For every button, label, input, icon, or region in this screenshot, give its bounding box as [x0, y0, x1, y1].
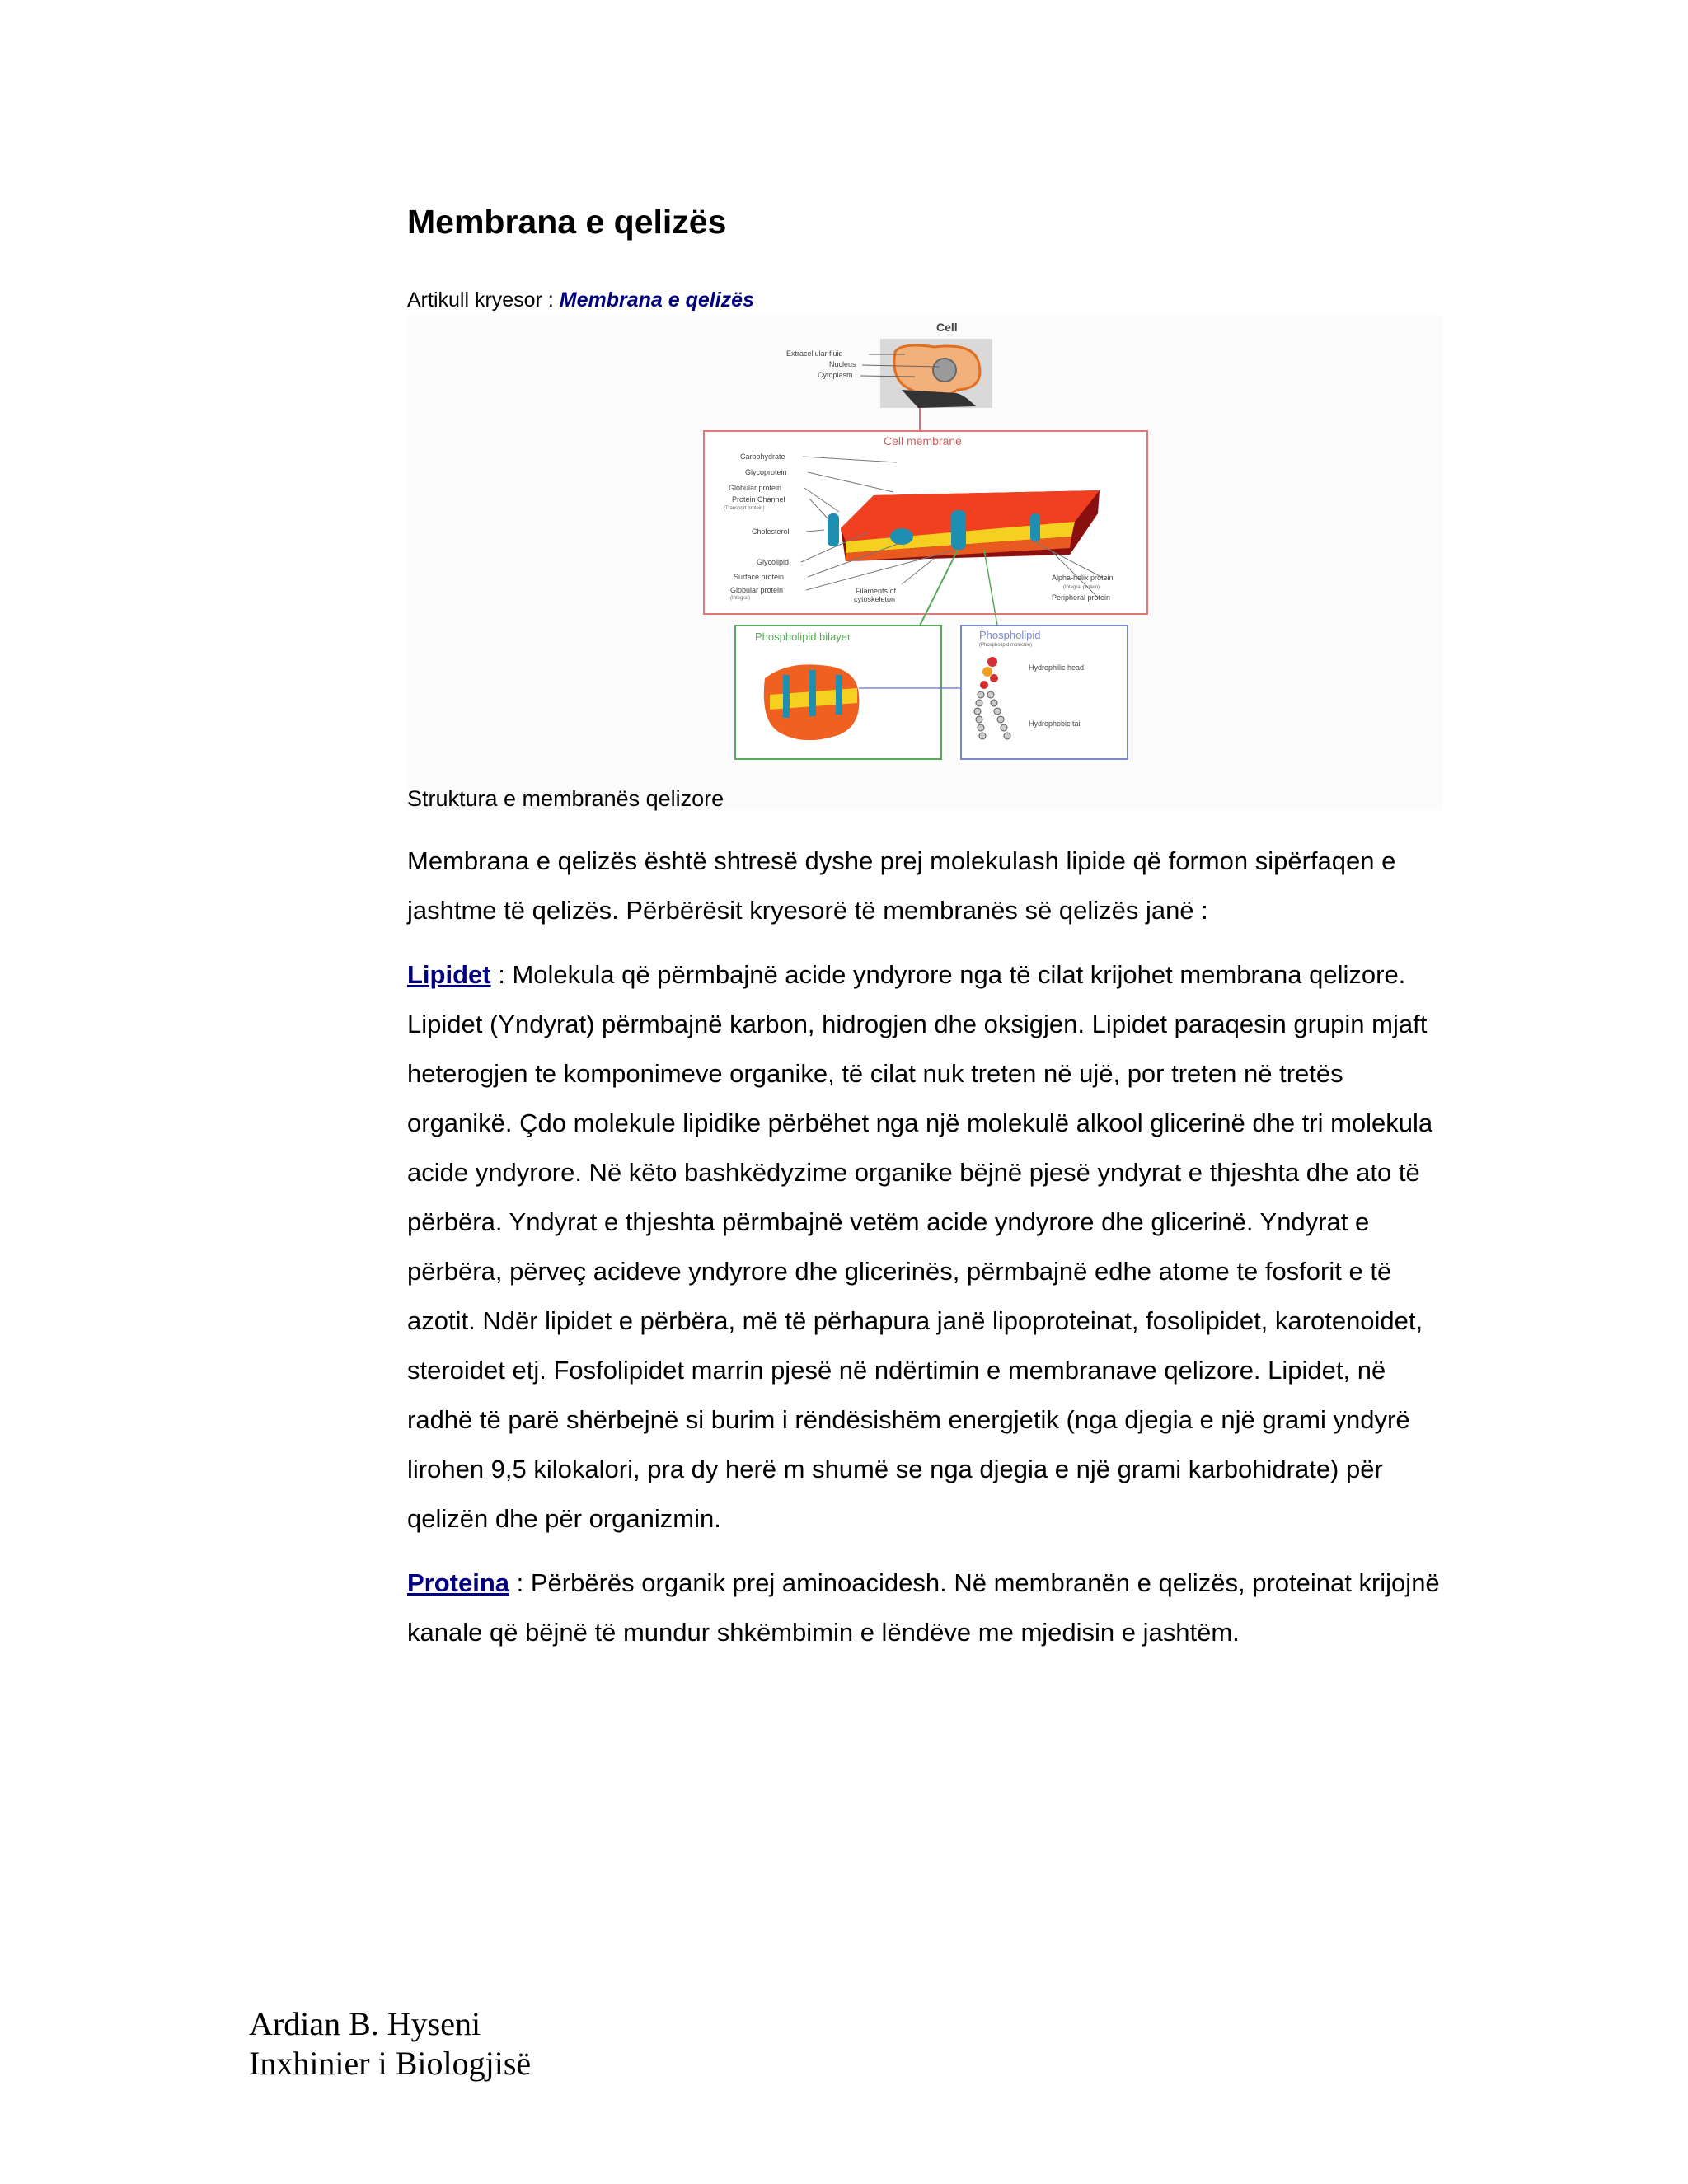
- membrane-label-alpha-helix: Alpha-helix protein: [1052, 574, 1114, 583]
- article-content: [407, 202, 1446, 1657]
- main-article-prefix: Artikull kryesor :: [407, 288, 560, 312]
- membrane-label-globular-integral: Globular protein: [730, 586, 784, 595]
- phospholipid-subtitle: (Phospholipid molecule): [979, 643, 1033, 649]
- membrane-label-glycolipid: Glycolipid: [757, 558, 790, 567]
- protein-channel-right: [1030, 513, 1040, 541]
- phospholipid-label-tail: Hydrophobic tail: [1029, 719, 1082, 729]
- proteina-link[interactable]: Proteina: [407, 1568, 510, 1598]
- membrane-label-surface-protein: Surface protein: [734, 573, 785, 582]
- phospholipid-bilayer-title: Phospholipid bilayer: [755, 630, 851, 644]
- lipidet-link[interactable]: Lipidet: [407, 960, 491, 990]
- cell-label-cytoplasm: Cytoplasm: [818, 371, 853, 380]
- nucleus: [933, 359, 956, 382]
- cell-membrane-diagram: [407, 316, 1442, 810]
- intro-paragraph: Membrana e qelizës është shtresë dyshe prej molekulash lipide që formon sipërfaqen e jashtme të qelizës. Përbërësit kryesorë të membranës së qelizës janë :: [407, 846, 1396, 926]
- main-article-line: [407, 288, 1446, 312]
- cell-membrane-figure: [407, 316, 1442, 810]
- phospholipid-title: Phospholipid: [979, 629, 1041, 642]
- membrane-label-glycoprotein: Glycoprotein: [745, 468, 787, 477]
- cell-label-nucleus: Nucleus: [829, 360, 856, 369]
- lipids-paragraph: [407, 950, 1446, 1544]
- cell-membrane-title: Cell membrane: [884, 434, 962, 448]
- cell-title: Cell: [936, 321, 958, 335]
- membrane-label-integral-protein: (Integral protein): [1063, 585, 1100, 591]
- proteins-text: : Përbërës organik prej aminoacidesh. Në membranën e qelizës, proteinat krijojnë kanale që bëjnë të mundur shkëmbimin e lëndëve me mjedisin e jashtëm.: [407, 1568, 1440, 1647]
- main-article-link[interactable]: Membrana e qelizës: [559, 288, 754, 312]
- figure-caption: Struktura e membranës qelizore: [407, 786, 724, 812]
- membrane-label-peripheral: Peripheral protein: [1052, 593, 1111, 602]
- cell-label-extracellular: Extracellular fluid: [786, 349, 843, 359]
- globular-protein: [890, 528, 913, 545]
- page-title: Membrana e qelizës: [407, 203, 727, 241]
- membrane-label-protein-channel: Protein Channel: [732, 495, 785, 504]
- proteins-paragraph: [407, 1558, 1446, 1657]
- membrane-label-integral: (Integral): [730, 596, 751, 602]
- membrane-label-transport-protein: (Transport protein): [724, 506, 765, 512]
- membrane-label-globular-protein: Globular protein: [729, 484, 782, 493]
- author-footer: [249, 2004, 531, 2083]
- protein-channel-left: [828, 513, 839, 546]
- lipids-text: : Molekula që përmbajnë acide yndyrore nga të cilat krijohet membrana qelizore. Lipidet (Yndyrat) përmbajnë karbon, hidrogjen dhe oksigjen. Lipidet paraqesin grupin mjaft heterogjen te komponimeve organike, të cilat nuk treten në ujë, por treten në tretës organikë. Çdo molekule lipidike përbëhet nga një molekulë alkool glicerinë dhe tri molekula acide yndyrore. Në këto bashkëdyzime organike bëjnë pjesë yndyrat e thjeshta dhe ato të përbëra. Yndyrat e thjeshta përmbajnë vetëm acide yndyrore dhe glicerinë. Yndyrat e përbëra, përveç acideve yndyrore dhe glicerinës, përmbajnë edhe atome te fosforit e të azotit. Ndër lipidet e përbëra, më të përhapura janë lipoproteinat, fosolipidet, karotenoidet, steroidet etj. Fosfolipidet marrin pjesë në ndërtimin e membranave qelizore. Lipidet, në radhë të parë shërbejnë si burim i rëndësishëm energjetik (nga djegia e një grami yndyrë lirohen 9,5 kilokalori, pra dy herë m shumë se nga djegia e një grami karbohidrate) për qelizën dhe për organizmin.: [407, 960, 1433, 1534]
- membrane-label-cholesterol: Cholesterol: [752, 527, 790, 537]
- membrane-label-filaments-1: Filaments of: [856, 587, 897, 596]
- phospholipid-label-head: Hydrophilic head: [1029, 663, 1085, 673]
- membrane-label-carbohydrate: Carbohydrate: [740, 452, 785, 462]
- membrane-label-filaments-2: cytoskeleton: [854, 595, 896, 604]
- author-name: Ardian B. Hyseni: [249, 2005, 481, 2042]
- protein-channel-center: [951, 510, 966, 550]
- author-role: Inxhinier i Biologjisë: [249, 2045, 532, 2082]
